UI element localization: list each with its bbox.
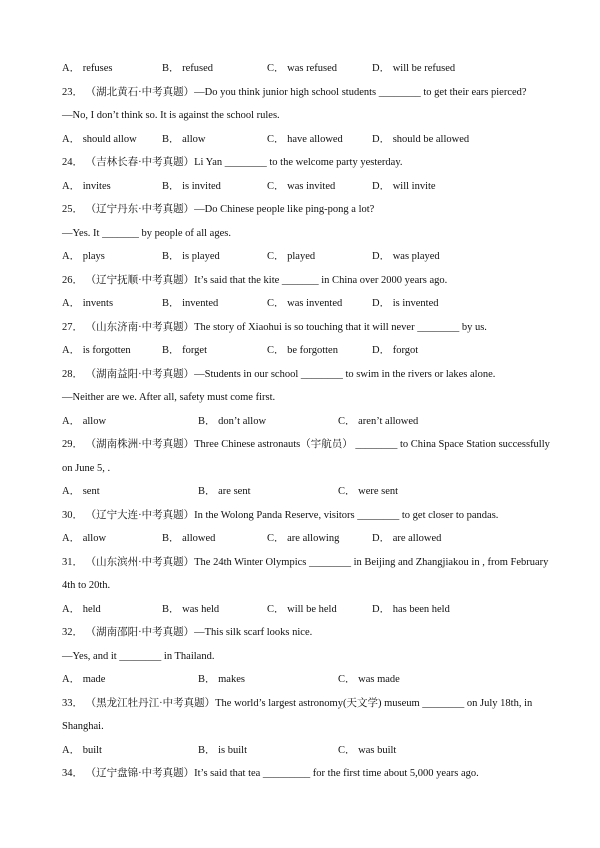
option-a[interactable]: A． refuses — [62, 63, 113, 74]
option-d[interactable]: D． are allowed — [372, 533, 442, 544]
option-b[interactable]: B． forget — [162, 345, 208, 356]
option-c[interactable]: C． played — [267, 251, 316, 262]
option-c[interactable]: C． have allowed — [267, 133, 343, 145]
question-stem: 25． （辽宁丹东·中考真题）—Do Chinese people like ping-pong a lot? — [62, 204, 375, 215]
question-stem: 34． （辽宁盘锦·中考真题）It’s said that tea _________ for the first time about 5,000 years ago. — [62, 768, 479, 779]
option-c[interactable]: C． was made — [338, 674, 400, 685]
option-b[interactable]: B． is invited — [162, 180, 221, 192]
question-stem: 28． （湖南益阳·中考真题）—Students in our school ________ to swim in the rivers or lakes alone. — [62, 368, 496, 380]
question-stem: 24． （吉林长春·中考真题）Li Yan ________ to the welcome party yesterday. — [62, 157, 403, 168]
option-b[interactable]: B． refused — [162, 63, 214, 74]
question-stem: 33． （黑龙江牡丹江·中考真题）The world’s largest astronomy(天文学) museum ________ on July 18th, in — [62, 697, 533, 709]
option-a[interactable]: A． sent — [62, 486, 100, 497]
option-c[interactable]: C． was invented — [267, 298, 343, 309]
option-d[interactable]: D． will be refused — [372, 63, 456, 74]
option-b[interactable]: B． is played — [162, 251, 220, 262]
option-a[interactable]: A． invents — [62, 298, 114, 309]
question-continuation: 4th to 20th. — [62, 580, 111, 591]
option-c[interactable]: C． was refused — [267, 63, 337, 74]
option-b[interactable]: B． allow — [162, 133, 206, 145]
question-continuation: Shanghai. — [62, 721, 104, 732]
option-c[interactable]: C． will be held — [267, 603, 337, 615]
question-continuation: —Neither are we. After all, safety must come first. — [62, 392, 276, 403]
option-b[interactable]: B． are sent — [198, 486, 251, 497]
option-d[interactable]: D． was played — [372, 251, 440, 262]
option-a[interactable]: A． plays — [62, 251, 105, 262]
option-c[interactable]: C． was invited — [267, 180, 336, 192]
option-a[interactable]: A． made — [62, 674, 106, 685]
option-a[interactable]: A． should allow — [62, 133, 137, 145]
question-continuation: —Yes. It _______ by people of all ages. — [62, 227, 231, 239]
question-stem: 32． （湖南邵阳·中考真题）—This silk scarf looks nice. — [62, 627, 313, 638]
option-a[interactable]: A． invites — [62, 180, 111, 192]
option-a[interactable]: A． allow — [62, 533, 107, 544]
option-c[interactable]: C． are allowing — [267, 533, 340, 544]
question-stem: 30． （辽宁大连·中考真题）In the Wolong Panda Reserve, visitors ________ to get closer to pandas. — [62, 509, 499, 521]
question-continuation: —Yes, and it ________ in Thailand. — [62, 650, 215, 662]
option-b[interactable]: B． allowed — [162, 533, 216, 544]
option-a[interactable]: A． is forgotten — [62, 345, 131, 356]
option-d[interactable]: D． is invented — [372, 298, 439, 309]
option-b[interactable]: B． makes — [198, 674, 245, 685]
question-continuation: —No, I don’t think so. It is against the school rules. — [62, 110, 280, 121]
option-b[interactable]: B． was held — [162, 603, 220, 615]
option-d[interactable]: D． should be allowed — [372, 133, 470, 145]
option-c[interactable]: C． was built — [338, 744, 397, 756]
option-d[interactable]: D． has been held — [372, 603, 450, 615]
question-stem: 31． （山东滨州·中考真题）The 24th Winter Olympics ________ in Beijing and Zhangjiakou in , from February — [62, 556, 549, 568]
option-a[interactable]: A． held — [62, 603, 101, 615]
option-c[interactable]: C． be forgotten — [267, 345, 338, 356]
option-b[interactable]: B． invented — [162, 298, 219, 309]
question-continuation: on June 5, . — [62, 462, 111, 474]
question-stem: 26． （辽宁抚顺·中考真题）It’s said that the kite _______ in China over 2000 years ago. — [62, 274, 448, 286]
question-stem: 27． （山东济南·中考真题）The story of Xiaohui is so touching that it will never ________ by us. — [62, 321, 487, 333]
question-stem: 29． （湖南株洲·中考真题）Three Chinese astronauts（宇航员） ________ to China Space Station successfully — [62, 439, 550, 450]
option-d[interactable]: D． forgot — [372, 345, 419, 356]
option-c[interactable]: C． were sent — [338, 486, 399, 497]
option-a[interactable]: A． allow — [62, 415, 107, 427]
option-b[interactable]: B． don’t allow — [198, 415, 267, 427]
option-d[interactable]: D． will invite — [372, 180, 436, 192]
option-c[interactable]: C． aren’t allowed — [338, 415, 419, 427]
option-a[interactable]: A． built — [62, 744, 102, 756]
option-b[interactable]: B． is built — [198, 744, 248, 756]
question-stem: 23． （湖北黄石·中考真题）—Do you think junior high school students ________ to get their ears pierced? — [62, 86, 527, 98]
